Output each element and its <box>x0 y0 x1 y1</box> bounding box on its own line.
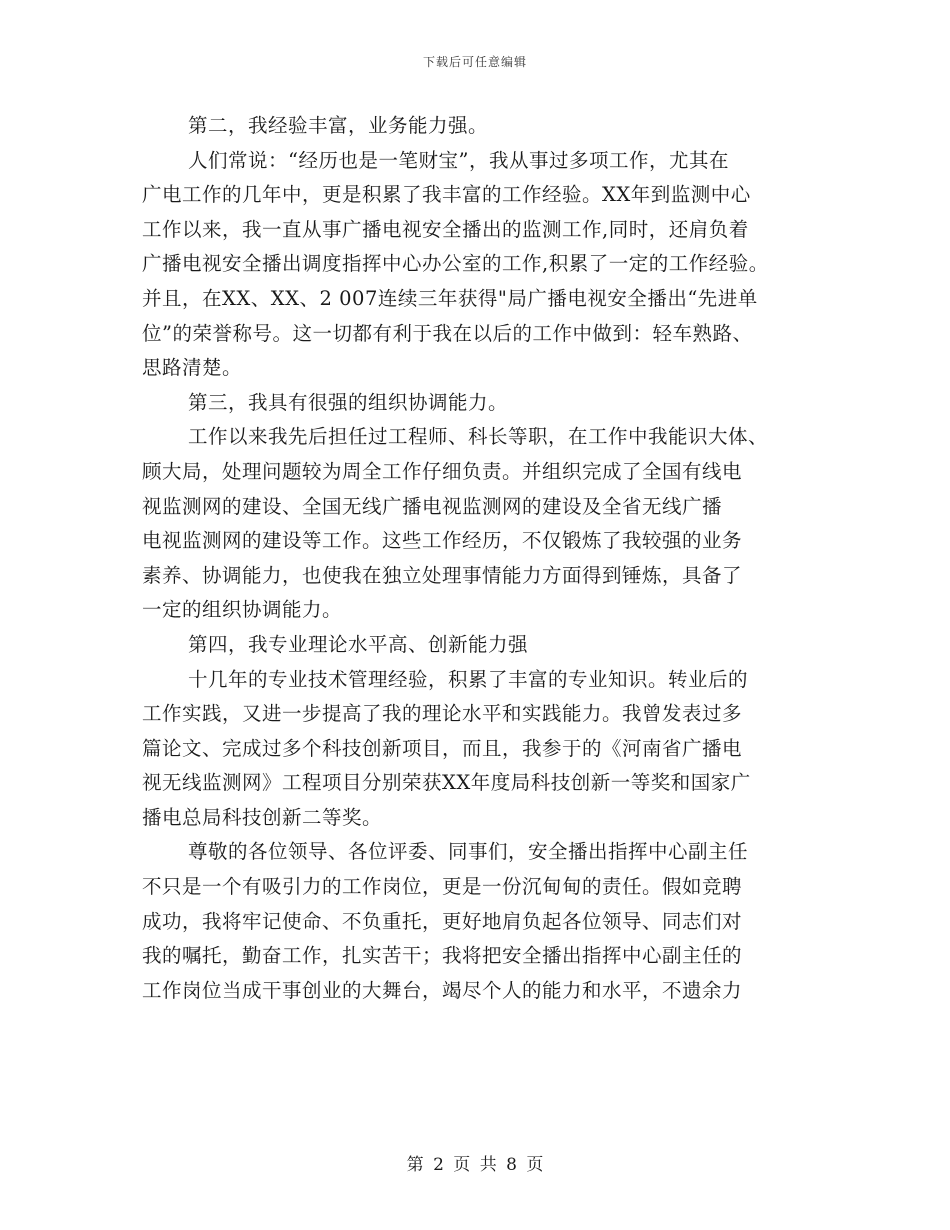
text-line: 工作实践，又进一步提高了我的理论水平和实践能力。我曾发表过多 <box>142 702 743 726</box>
text-line: 不只是一个有吸引力的工作岗位，更是一份沉甸甸的责任。假如竞聘 <box>142 875 743 899</box>
text-line: 素养、协调能力，也使我在独立处理事情能力方面得到锤炼，具备了 <box>142 563 743 587</box>
text-line: 篇论文、完成过多个科技创新项目，而且，我参于的《河南省广播电 <box>142 736 743 760</box>
text-line: 第二，我经验丰富，业务能力强。 <box>188 114 489 137</box>
text-line: 广播电视安全播出调度指挥中心办公室的工作,积累了一定的工作经验。 <box>142 252 769 276</box>
text-line: 我的嘱托，勤奋工作，扎实苦干；我将把安全播出指挥中心副主任的 <box>142 944 743 968</box>
text-line: 工作以来我先后担任过工程师、科长等职，在工作中我能识大体、 <box>188 425 769 449</box>
text-line: 顾大局，处理问题较为周全工作仔细负责。并组织完成了全国有线电 <box>142 459 743 483</box>
text-line: 广电工作的几年中，更是积累了我丰富的工作经验。XX年到监测中心 <box>142 183 751 207</box>
text-line: 电视监测网的建设等工作。这些工作经历，不仅锻炼了我较强的业务 <box>142 529 743 553</box>
text-line: 并且，在XX、XX、2 007连续三年获得"局广播电视安全播出“先进单 <box>142 286 758 310</box>
text-line: 位”的荣誉称号。这一切都有利于我在以后的工作中做到：轻车熟路、 <box>142 321 753 345</box>
text-line: 尊敬的各位领导、各位评委、同事们，安全播出指挥中心副主任 <box>188 840 749 864</box>
document-body <box>142 109 812 1008</box>
text-line: 工作岗位当成干事创业的大舞台，竭尽个人的能力和水平，不遗余力 <box>142 978 743 1002</box>
text-line: 工作以来，我一直从事广播电视安全播出的监测工作,同时，还肩负着 <box>142 217 749 241</box>
text-line: 成功，我将牢记使命、不负重托，更好地肩负起各位领导、同志们对 <box>142 909 743 933</box>
text-line: 人们常说：“经历也是一笔财宝”，我从事过多项工作，尤其在 <box>188 148 729 172</box>
text-line: 视监测网的建设、全国无线广播电视监测网的建设及全省无线广播 <box>142 494 723 518</box>
text-line: 一定的组织协调能力。 <box>142 598 343 622</box>
text-line: 视无线监测网》工程项目分别荣获XX年度局科技创新一等奖和国家广 <box>142 771 751 795</box>
text-line: 思路清楚。 <box>142 356 243 380</box>
text-line: 十几年的专业技术管理经验，积累了丰富的专业知识。转业后的 <box>188 667 749 691</box>
header-note: 下载后可任意编辑 <box>422 55 527 69</box>
text-line: 播电总局科技创新二等奖。 <box>142 805 383 829</box>
page-number: 第 2 页 共 8 页 <box>406 1155 544 1175</box>
text-line: 第三，我具有很强的组织协调能力。 <box>188 390 509 414</box>
text-line: 第四，我专业理论水平高、创新能力强 <box>188 632 529 656</box>
